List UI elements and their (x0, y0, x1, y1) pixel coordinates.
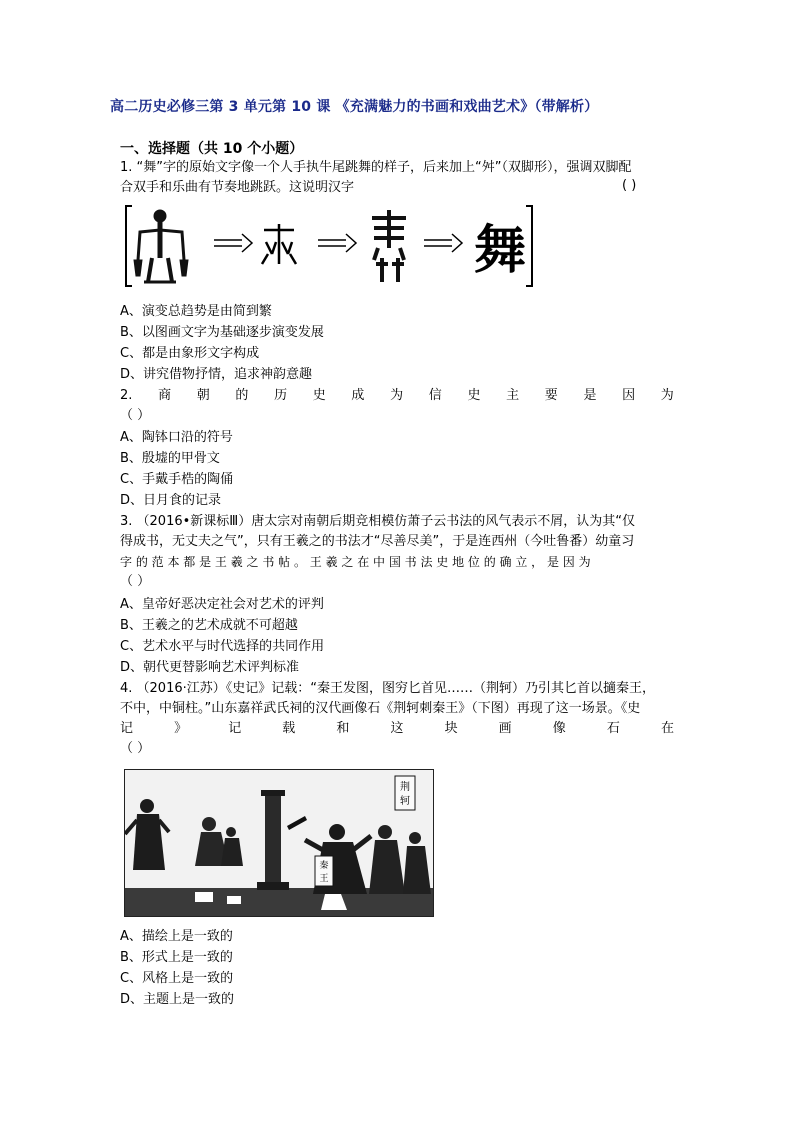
arrow-right-icon (318, 234, 356, 252)
q4-word: 记 (120, 721, 134, 736)
arrow-right-icon (214, 234, 252, 252)
q4-option-a: A、描绘上是一致的 (120, 929, 233, 944)
q2-option-b: B、殷墟的甲骨文 (120, 451, 220, 466)
q4-word: 块 (444, 721, 458, 736)
q2-word: 2. (120, 388, 133, 403)
q1-option-d: D、讲究借物抒情，追求神韵意趣 (120, 367, 313, 382)
q4-answer-bracket: （ ） (120, 741, 151, 756)
q3-option-a: A、皇帝好恶决定社会对艺术的评判 (120, 597, 324, 612)
q2-word: 史 (312, 388, 326, 403)
q2-word: 商 (158, 388, 172, 403)
q2-word: 史 (467, 388, 481, 403)
q2-word: 为 (390, 388, 404, 403)
q2-word: 历 (274, 388, 288, 403)
q3-answer-bracket: （ ） (120, 574, 151, 589)
q3-stem-line-3: 字 的 范 本 都 是 王 羲 之 书 帖 。 王 羲 之 在 中 国 书 法 史 地 位 的 确 立 ， 是 因 为 (120, 555, 591, 569)
q2-stem (120, 386, 674, 406)
q1-option-b: B、以图画文字为基础逐步演变发展 (120, 325, 324, 340)
q2-word: 朝 (196, 388, 210, 403)
q4-word: 这 (390, 721, 404, 736)
label-qinwang-2: 王 (319, 874, 329, 884)
q2-word: 为 (660, 388, 674, 403)
section-heading: 一、选择题（共 10 个小题） (120, 141, 304, 157)
left-bracket (126, 206, 132, 286)
q4-word: 像 (552, 721, 566, 736)
q2-option-a: A、陶钵口沿的符号 (120, 430, 233, 445)
seal-glyph-icon (372, 210, 406, 282)
q4-stem-line-2: 不中，中铜柱。”山东嘉祥武氏祠的汉代画像石《荆轲刺秦王》（下图）再现了这一场景。《史 (120, 701, 641, 716)
q4-stem-line-1: 4. （2016·江苏）《史记》记载：“秦王发图，图穷匕首见……（荆轲）乃引其匕首以擿秦王， (120, 681, 655, 696)
q2-word: 要 (544, 388, 558, 403)
label-jingke-2: 轲 (400, 796, 410, 807)
relief-object (195, 892, 213, 902)
right-bracket (526, 206, 532, 286)
q4-word: 石 (606, 721, 620, 736)
q2-word: 因 (622, 388, 636, 403)
q4-word: 记 (228, 721, 242, 736)
q3-option-c: C、艺术水平与时代选择的共同作用 (120, 639, 325, 654)
q1-option-c: C、都是由象形文字构成 (120, 346, 260, 361)
modern-glyph: 舞 (474, 220, 527, 281)
label-qinwang-1: 秦 (319, 861, 329, 871)
q2-option-c: C、手戴手梏的陶俑 (120, 472, 234, 487)
q4-word: 载 (282, 721, 296, 736)
q1-answer-bracket: ( ) (622, 178, 637, 193)
q2-word: 信 (428, 388, 442, 403)
q2-word: 的 (235, 388, 249, 403)
q2-word: 成 (351, 388, 365, 403)
q4-option-c: C、风格上是一致的 (120, 971, 234, 986)
character-evolution-figure (122, 202, 536, 290)
dancer-pictograph-icon (134, 210, 188, 282)
q3-stem-line-2: 得成书，无丈夫之气”，只有王羲之的书法才“尽善尽美”，于是连西州（今吐鲁番）幼童习 (120, 534, 635, 549)
q4-option-d: D、主题上是一致的 (120, 992, 235, 1007)
document-title: 高二历史必修三第 3 单元第 10 课 《充满魅力的书画和戏曲艺术》（带解析） (110, 99, 599, 115)
q1-stem-line-2: 合双手和乐曲有节奏地跳跃。这说明汉字 (120, 180, 355, 195)
q3-option-d: D、朝代更替影响艺术评判标准 (120, 660, 300, 675)
q4-option-b: B、形式上是一致的 (120, 950, 233, 965)
q4-word: 和 (336, 721, 350, 736)
stone-relief-image (124, 769, 434, 917)
oracle-glyph-icon (262, 224, 296, 264)
q4-word: 在 (660, 721, 674, 736)
q2-option-d: D、日月食的记录 (120, 493, 222, 508)
q2-word: 是 (583, 388, 597, 403)
q3-option-b: B、王羲之的艺术成就不可超越 (120, 618, 298, 633)
q2-word: 主 (506, 388, 520, 403)
q4-stem-line-3 (120, 719, 674, 739)
q1-stem-line-1: 1. “舞”字的原始文字像一个人手执牛尾跳舞的样子，后来加上“舛”（双脚形），强调双脚配 (120, 160, 632, 175)
q2-answer-bracket: （ ） (120, 408, 151, 423)
q4-word: 》 (174, 721, 188, 736)
q4-word: 画 (498, 721, 512, 736)
relief-object (227, 896, 241, 904)
arrow-right-icon (424, 234, 462, 252)
q3-stem-line-1: 3. （2016•新课标Ⅲ）唐太宗对南朝后期竞相模仿萧子云书法的风气表示不屑，认为其“仅 (120, 514, 635, 529)
q1-option-a: A、演变总趋势是由简到繁 (120, 304, 272, 319)
label-jingke-1: 荆 (400, 782, 410, 793)
